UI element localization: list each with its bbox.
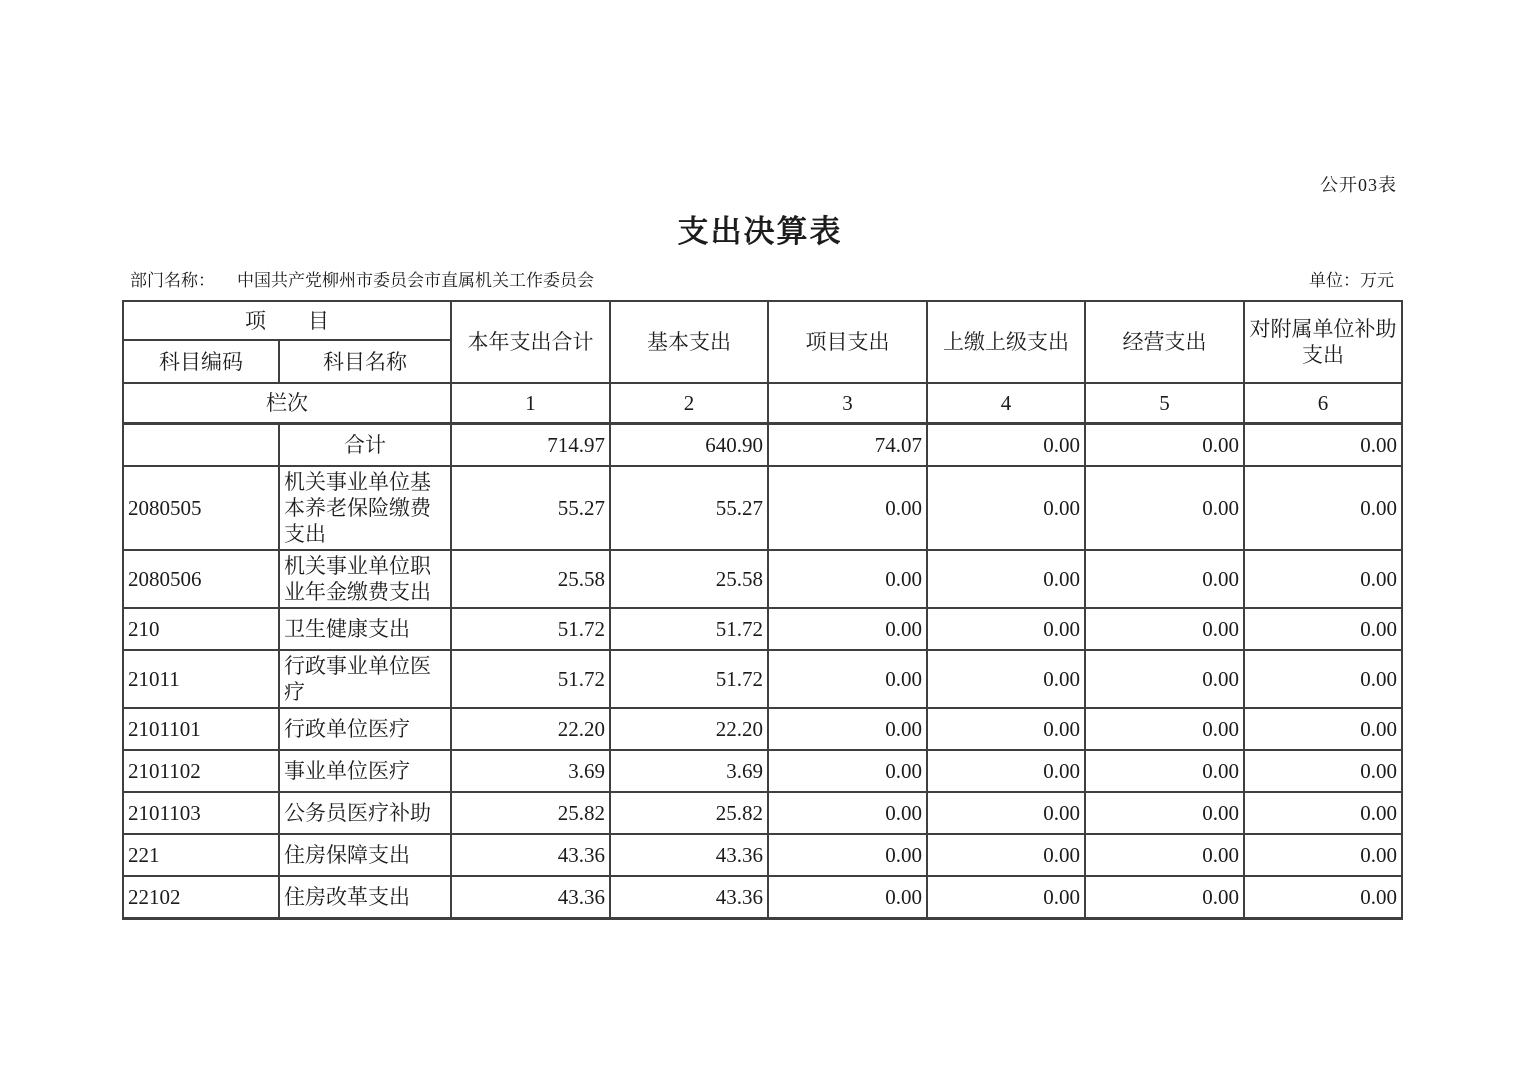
value-cell-subsidy: 0.00 (1244, 424, 1402, 467)
header-subject-name: 科目名称 (279, 340, 451, 383)
doc-number-label: 公开03表 (1320, 175, 1397, 195)
subject-code-cell: 21011 (123, 650, 279, 708)
value-cell-total: 43.36 (451, 834, 610, 876)
column-index-6: 6 (1244, 383, 1402, 424)
header-item-group: 项 目 (123, 301, 451, 340)
value-cell-project: 0.00 (768, 550, 927, 608)
value-cell-turned-over: 0.00 (927, 834, 1085, 876)
table-row (123, 608, 1402, 650)
value-cell-total: 714.97 (451, 424, 610, 467)
table-row (123, 424, 1402, 467)
value-cell-subsidy: 0.00 (1244, 650, 1402, 708)
value-cell-subsidy: 0.00 (1244, 750, 1402, 792)
value-cell-subsidy: 0.00 (1244, 792, 1402, 834)
value-cell-basic: 25.82 (610, 792, 768, 834)
value-cell-turned-over: 0.00 (927, 650, 1085, 708)
value-cell-operating: 0.00 (1085, 750, 1244, 792)
column-index-label: 栏次 (123, 383, 451, 424)
subject-name-cell: 住房保障支出 (279, 834, 451, 876)
header-col-total-expenditure: 本年支出合计 (451, 301, 610, 383)
subject-code-cell: 210 (123, 608, 279, 650)
table-row (123, 650, 1402, 708)
value-cell-operating: 0.00 (1085, 708, 1244, 750)
column-index-1: 1 (451, 383, 610, 424)
table-row (123, 834, 1402, 876)
column-index-row (123, 383, 1402, 424)
value-cell-total: 43.36 (451, 876, 610, 919)
meta-row (130, 266, 1394, 291)
column-index-3: 3 (768, 383, 927, 424)
value-cell-turned-over: 0.00 (927, 708, 1085, 750)
value-cell-operating: 0.00 (1085, 466, 1244, 550)
department-line (130, 266, 594, 291)
department-label: 部门名称： (130, 271, 215, 290)
table-row (123, 708, 1402, 750)
value-cell-total: 22.20 (451, 708, 610, 750)
subject-code-cell: 2080506 (123, 550, 279, 608)
header-col-project-expenditure: 项目支出 (768, 301, 927, 383)
unit-label: 单位：万元 (1309, 271, 1394, 290)
value-cell-total: 3.69 (451, 750, 610, 792)
value-cell-turned-over: 0.00 (927, 750, 1085, 792)
header-col-operating: 经营支出 (1085, 301, 1244, 383)
value-cell-turned-over: 0.00 (927, 792, 1085, 834)
value-cell-project: 0.00 (768, 792, 927, 834)
value-cell-basic: 51.72 (610, 608, 768, 650)
value-cell-total: 51.72 (451, 650, 610, 708)
value-cell-subsidy: 0.00 (1244, 608, 1402, 650)
subject-name-cell: 住房改革支出 (279, 876, 451, 919)
value-cell-total: 25.58 (451, 550, 610, 608)
subject-name-cell: 卫生健康支出 (279, 608, 451, 650)
subject-code-cell: 2101103 (123, 792, 279, 834)
value-cell-subsidy: 0.00 (1244, 876, 1402, 919)
value-cell-total: 25.82 (451, 792, 610, 834)
value-cell-project: 0.00 (768, 466, 927, 550)
value-cell-basic: 55.27 (610, 466, 768, 550)
value-cell-turned-over: 0.00 (927, 876, 1085, 919)
value-cell-turned-over: 0.00 (927, 608, 1085, 650)
header-row-1 (123, 301, 1402, 340)
value-cell-project: 0.00 (768, 876, 927, 919)
header-col-basic-expenditure: 基本支出 (610, 301, 768, 383)
subject-name-cell: 合计 (279, 424, 451, 467)
table-row (123, 550, 1402, 608)
column-index-2: 2 (610, 383, 768, 424)
subject-name-cell: 机关事业单位基本养老保险缴费支出 (279, 466, 451, 550)
value-cell-project: 0.00 (768, 708, 927, 750)
subject-code-cell: 2101101 (123, 708, 279, 750)
subject-code-cell: 2080505 (123, 466, 279, 550)
subject-code-cell: 2101102 (123, 750, 279, 792)
header-subject-code: 科目编码 (123, 340, 279, 383)
value-cell-basic: 3.69 (610, 750, 768, 792)
value-cell-subsidy: 0.00 (1244, 550, 1402, 608)
table-row (123, 876, 1402, 919)
table-row (123, 750, 1402, 792)
value-cell-basic: 43.36 (610, 834, 768, 876)
value-cell-operating: 0.00 (1085, 424, 1244, 467)
value-cell-basic: 51.72 (610, 650, 768, 708)
value-cell-basic: 22.20 (610, 708, 768, 750)
expenditure-table (122, 300, 1403, 920)
value-cell-operating: 0.00 (1085, 876, 1244, 919)
value-cell-project: 74.07 (768, 424, 927, 467)
subject-name-cell: 事业单位医疗 (279, 750, 451, 792)
column-index-5: 5 (1085, 383, 1244, 424)
value-cell-operating: 0.00 (1085, 792, 1244, 834)
subject-code-cell: 221 (123, 834, 279, 876)
column-index-4: 4 (927, 383, 1085, 424)
subject-name-cell: 机关事业单位职业年金缴费支出 (279, 550, 451, 608)
value-cell-turned-over: 0.00 (927, 550, 1085, 608)
value-cell-operating: 0.00 (1085, 650, 1244, 708)
page-title: 支出决算表 (677, 214, 843, 249)
subject-name-cell: 行政单位医疗 (279, 708, 451, 750)
header-col-turned-over: 上缴上级支出 (927, 301, 1085, 383)
value-cell-operating: 0.00 (1085, 550, 1244, 608)
value-cell-project: 0.00 (768, 608, 927, 650)
value-cell-turned-over: 0.00 (927, 424, 1085, 467)
value-cell-subsidy: 0.00 (1244, 834, 1402, 876)
value-cell-project: 0.00 (768, 834, 927, 876)
value-cell-total: 55.27 (451, 466, 610, 550)
value-cell-total: 51.72 (451, 608, 610, 650)
value-cell-turned-over: 0.00 (927, 466, 1085, 550)
value-cell-project: 0.00 (768, 650, 927, 708)
value-cell-project: 0.00 (768, 750, 927, 792)
value-cell-operating: 0.00 (1085, 608, 1244, 650)
value-cell-basic: 43.36 (610, 876, 768, 919)
value-cell-basic: 640.90 (610, 424, 768, 467)
header-col-subsidy-affiliated: 对附属单位补助支出 (1244, 301, 1402, 383)
subject-code-cell: 22102 (123, 876, 279, 919)
value-cell-basic: 25.58 (610, 550, 768, 608)
subject-name-cell: 行政事业单位医疗 (279, 650, 451, 708)
subject-name-cell: 公务员医疗补助 (279, 792, 451, 834)
value-cell-operating: 0.00 (1085, 834, 1244, 876)
subject-code-cell (123, 424, 279, 467)
table-row (123, 466, 1402, 550)
value-cell-subsidy: 0.00 (1244, 466, 1402, 550)
value-cell-subsidy: 0.00 (1244, 708, 1402, 750)
table-row (123, 792, 1402, 834)
department-name: 中国共产党柳州市委员会市直属机关工作委员会 (237, 271, 594, 290)
